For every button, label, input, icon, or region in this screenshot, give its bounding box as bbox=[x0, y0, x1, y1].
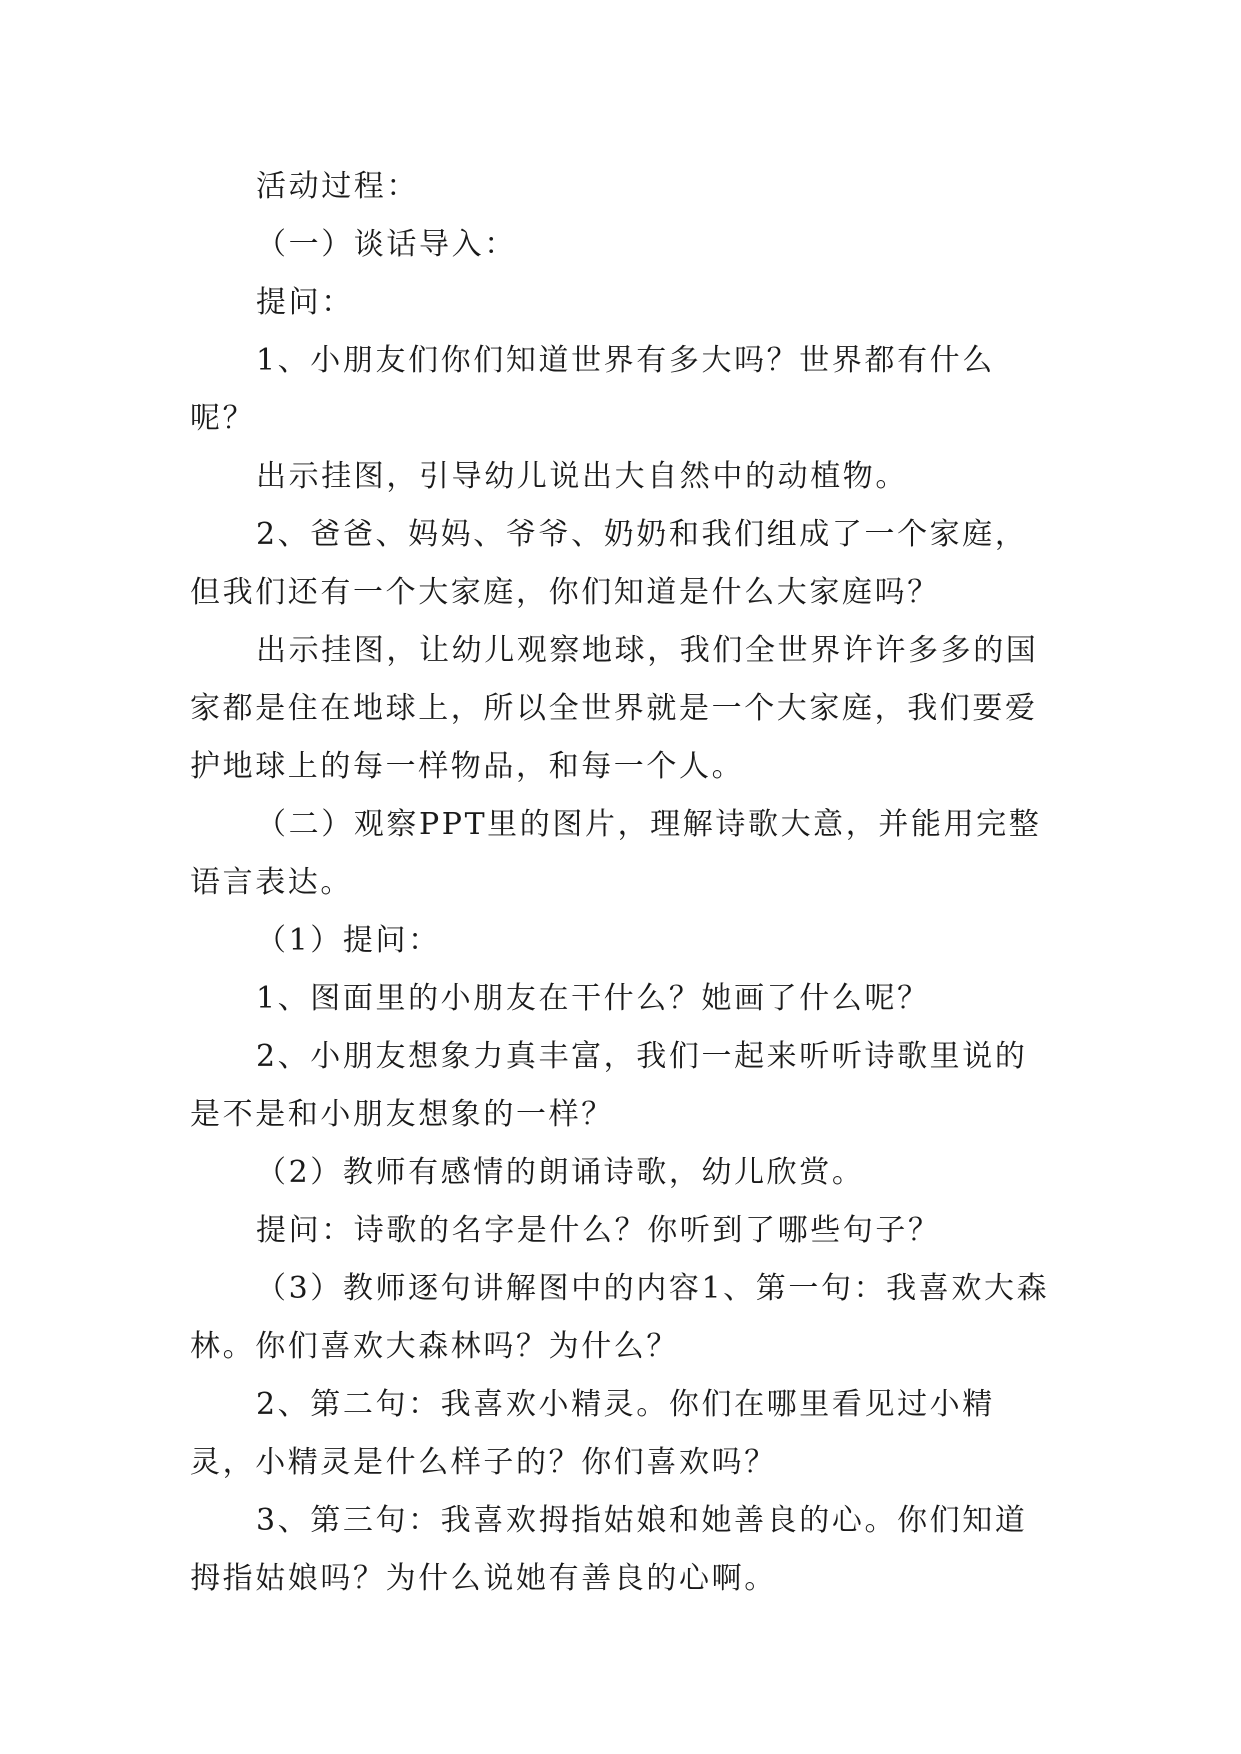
sub-heading-question: （1）提问： bbox=[256, 923, 441, 958]
section-heading-intro: （一）谈话导入： bbox=[256, 227, 517, 262]
paragraph: （3）教师逐句讲解图中的内容1、第一句：我喜欢大森林。你们喜欢大森林吗？为什么？ bbox=[190, 1271, 1050, 1364]
section-heading-observe: （二）观察PPT里的图片，理解诗歌大意，并能用完整语言表达。 bbox=[190, 807, 1042, 900]
paragraph: 2、爸爸、妈妈、爷爷、奶奶和我们组成了一个家庭，但我们还有一个大家庭，你们知道是什么大家庭吗？ bbox=[190, 517, 1028, 610]
question-label: 提问： bbox=[256, 285, 354, 320]
paragraph: 提问：诗歌的名字是什么？你听到了哪些句子？ bbox=[256, 1213, 941, 1248]
document-body bbox=[190, 158, 1060, 1608]
paragraph: 1、小朋友们你们知道世界有多大吗？世界都有什么呢？ bbox=[190, 343, 995, 436]
sub-heading-recite: （2）教师有感情的朗诵诗歌，幼儿欣赏。 bbox=[256, 1155, 865, 1190]
paragraph: 3、第三句：我喜欢拇指姑娘和她善良的心。你们知道拇指姑娘吗？为什么说她有善良的心啊。 bbox=[190, 1503, 1028, 1596]
paragraph: 2、小朋友想象力真丰富，我们一起来听听诗歌里说的是不是和小朋友想象的一样？ bbox=[190, 1039, 1028, 1132]
paragraph: 1、图面里的小朋友在干什么？她画了什么呢？ bbox=[256, 981, 930, 1016]
paragraph: 2、第二句：我喜欢小精灵。你们在哪里看见过小精灵，小精灵是什么样子的？你们喜欢吗？ bbox=[190, 1387, 995, 1480]
paragraph: 出示挂图，引导幼儿说出大自然中的动植物。 bbox=[256, 459, 908, 494]
heading-activity-process: 活动过程： bbox=[256, 169, 419, 204]
paragraph: 出示挂图，让幼儿观察地球，我们全世界许许多多的国家都是住在地球上，所以全世界就是一个大家庭，我们要爱护地球上的每一样物品，和每一个人。 bbox=[190, 633, 1039, 784]
